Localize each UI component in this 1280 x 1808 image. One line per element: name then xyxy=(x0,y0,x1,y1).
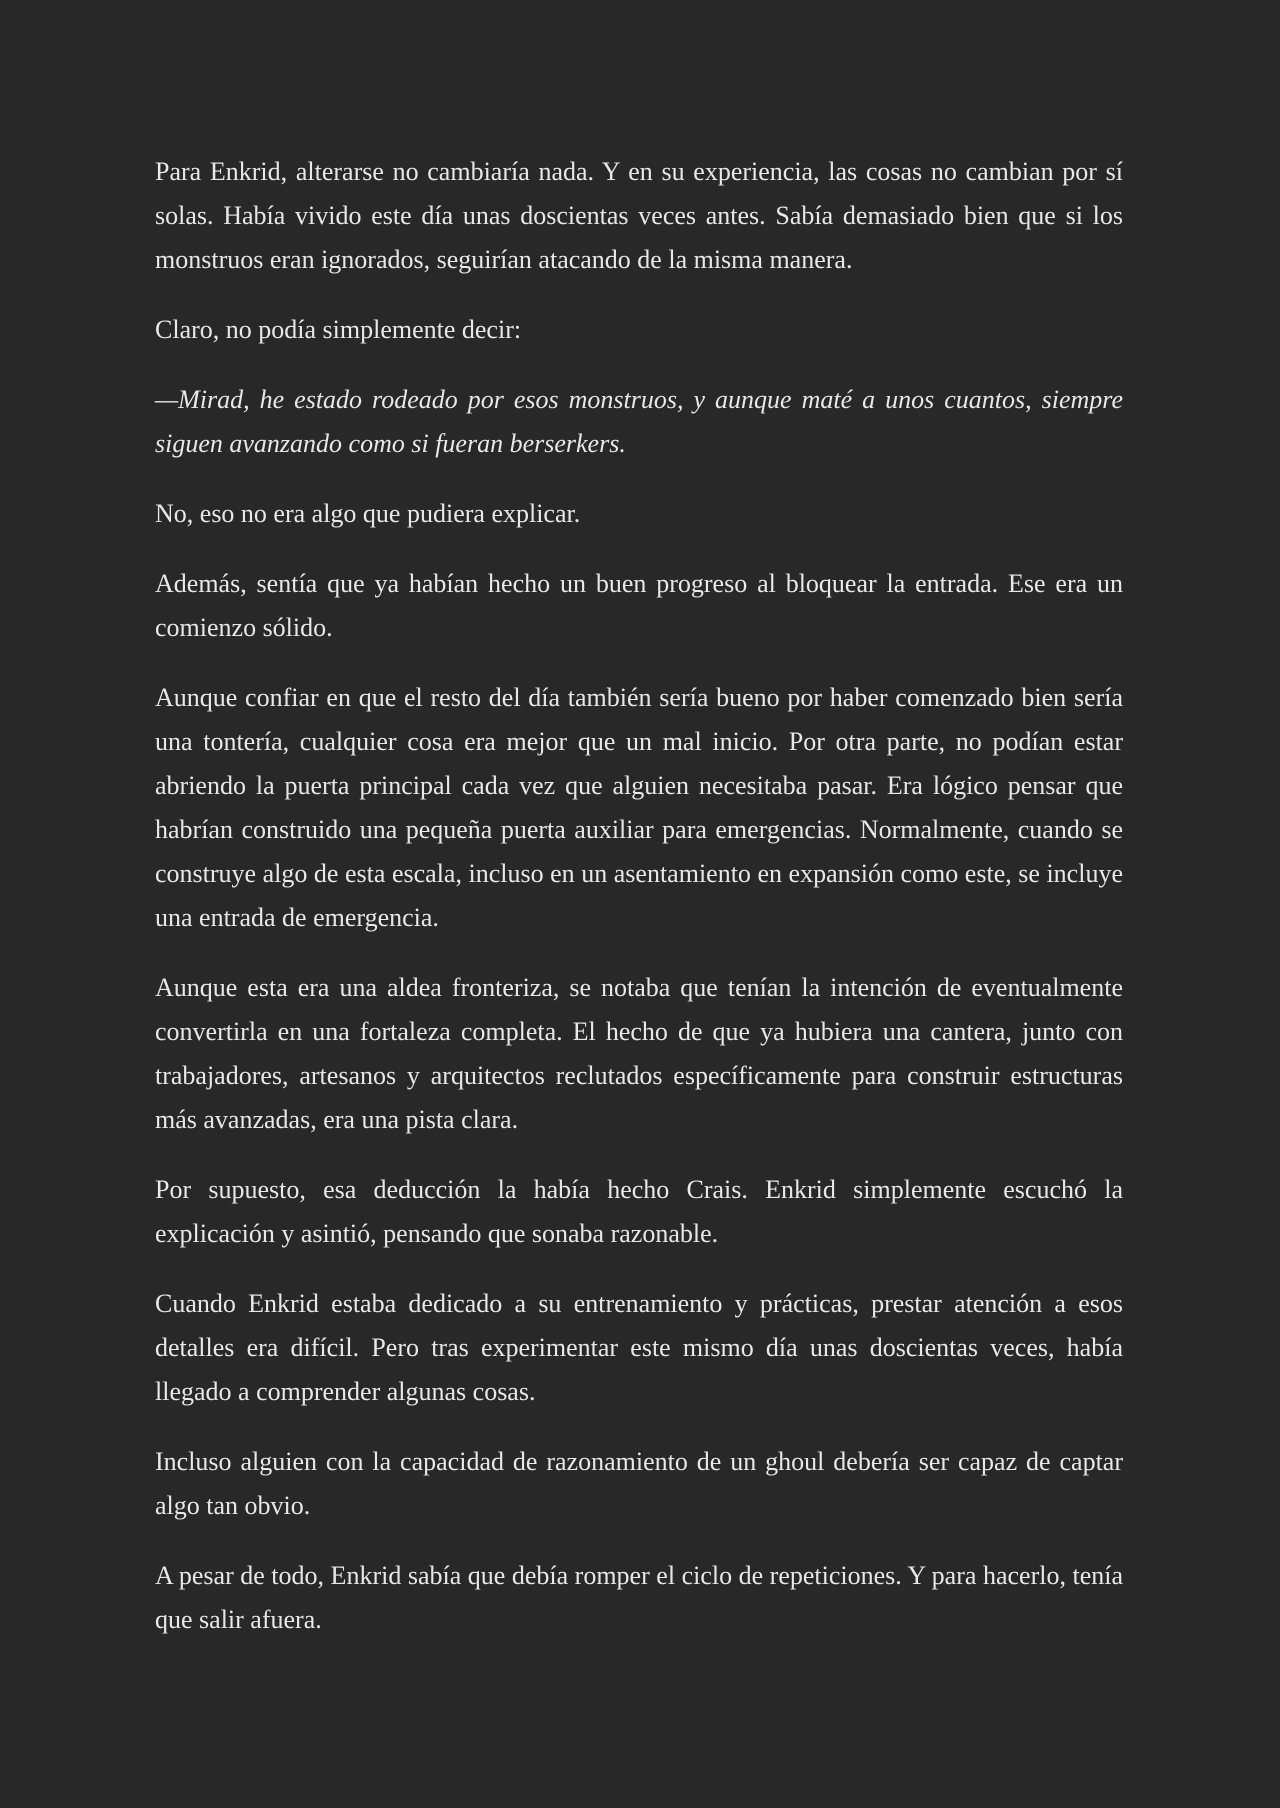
paragraph-8: Por supuesto, esa deducción la había hecho Crais. Enkrid simplemente escuchó la explicación y asintió, pensando que sonaba razonable. xyxy=(155,1175,1123,1248)
paragraph-5: Además, sentía que ya habían hecho un buen progreso al bloquear la entrada. Ese era un comienzo sólido. xyxy=(155,569,1123,642)
paragraph-4: No, eso no era algo que pudiera explicar. xyxy=(155,499,581,528)
paragraph-1: Para Enkrid, alterarse no cambiaría nada. Y en su experiencia, las cosas no cambian por sí solas. Había vivido este día unas doscientas veces antes. Sabía demasiado bien que si los monstruos eran ignorados, seguirían atacando de la misma manera. xyxy=(155,157,1123,274)
paragraph-2: Claro, no podía simplemente decir: xyxy=(155,315,522,344)
chapter-text xyxy=(155,150,1123,1668)
dialogue-paragraph: —Mirad, he estado rodeado por esos monstruos, y aunque maté a unos cuantos, siempre siguen avanzando como si fueran berserkers. xyxy=(155,385,1123,458)
paragraph-10: Incluso alguien con la capacidad de razonamiento de un ghoul debería ser capaz de captar algo tan obvio. xyxy=(155,1447,1123,1520)
paragraph-7: Aunque esta era una aldea fronteriza, se notaba que tenían la intención de eventualmente convertirla en una fortaleza completa. El hecho de que ya hubiera una cantera, junto con trabajadores, artesanos y arquitectos reclutados específicamente para construir estructuras más avanzadas, era una pista clara. xyxy=(155,973,1123,1134)
paragraph-11: A pesar de todo, Enkrid sabía que debía romper el ciclo de repeticiones. Y para hacerlo, tenía que salir afuera. xyxy=(155,1561,1123,1634)
paragraph-6: Aunque confiar en que el resto del día también sería bueno por haber comenzado bien sería una tontería, cualquier cosa era mejor que un mal inicio. Por otra parte, no podían estar abriendo la puerta principal cada vez que alguien necesitaba pasar. Era lógico pensar que habrían construido una pequeña puerta auxiliar para emergencias. Normalmente, cuando se construye algo de esta escala, incluso en un asentamiento en expansión como este, se incluye una entrada de emergencia. xyxy=(155,683,1123,932)
paragraph-9: Cuando Enkrid estaba dedicado a su entrenamiento y prácticas, prestar atención a esos detalles era difícil. Pero tras experimentar este mismo día unas doscientas veces, había llegado a comprender algunas cosas. xyxy=(155,1289,1123,1406)
